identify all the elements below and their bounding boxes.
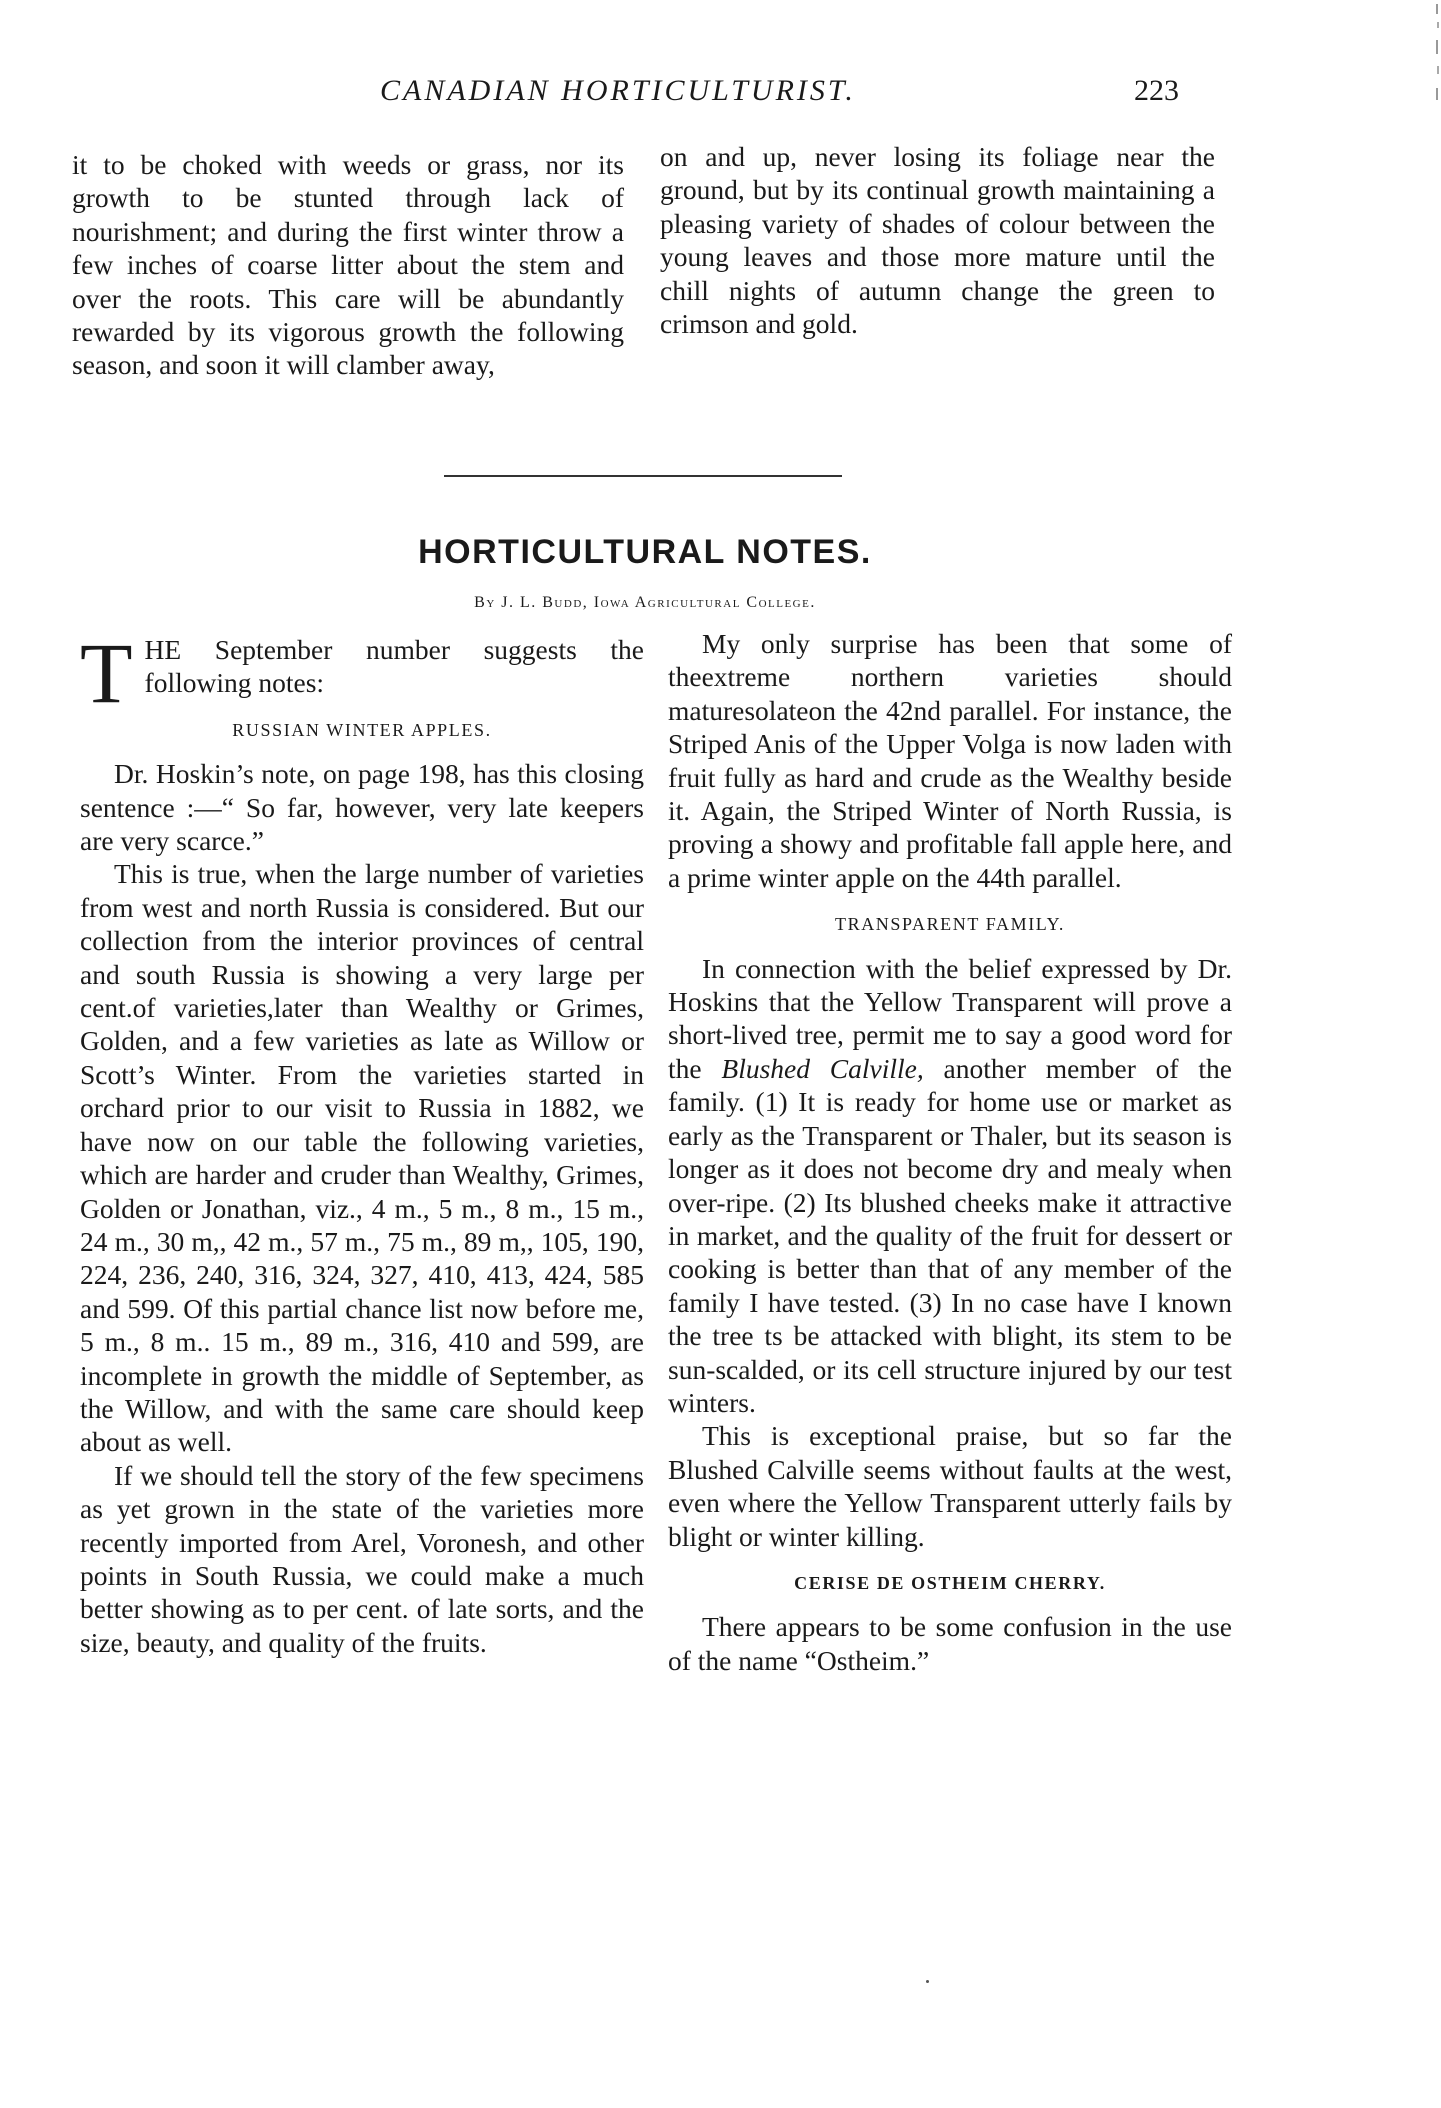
article-column-left: [80, 625, 644, 1659]
italic-variety-name: Blushed Calville,: [721, 1052, 924, 1084]
paragraph: This is exceptional praise, but so far the Blushed Calville seems without faults at the west, even where the Yellow Transparent utterly fails by blight or winter killing.: [668, 1420, 1232, 1552]
article-column-right: [668, 627, 1232, 1677]
continued-text-left: it to be choked with weeds or grass, nor its growth to be stunted through lack of nourishment; and during the first winter throw a few inches of coarse litter about the stem and over the roots. This care will be abundantly rewarded by its vigorous growth the following season, and soon it will clamber away,: [72, 149, 624, 381]
intro-text: HE September number suggests the following notes:: [144, 634, 644, 699]
section-heading-russian-winter-apples: RUSSIAN WINTER APPLES.: [232, 719, 492, 740]
print-speck: [926, 1980, 929, 1983]
paragraph: There appears to be some confusion in the use of the name “Ostheim.”: [668, 1611, 1232, 1676]
paragraph: [668, 952, 1232, 1420]
drop-cap: T: [80, 625, 133, 721]
section-heading-cerise-de-ostheim: CERISE DE OSTHEIM CHERRY.: [794, 1572, 1106, 1593]
section-heading-transparent-family: TRANSPARENT FAMILY.: [835, 914, 1065, 935]
intro-paragraph: [80, 625, 644, 721]
paragraph: My only surprise has been that some of theextreme northern varieties should maturesolateon the 42nd parallel. For instance, the Striped Anis of the Upper Volga is now laden with fruit fully as hard and crude as the Wealthy beside it. Again, the Striped Winter of North Russia, is proving a showy and profitable fall apple here, and a prime winter apple on the 44th parallel.: [668, 628, 1232, 893]
byline: By J. L. Budd, Iowa Agricultural College.: [474, 594, 816, 611]
text-run: another member of the family. (1) It is ready for home use or market as early as the Transparent or Thaler, but its season is longer as it does not become dry and mealy when over-ripe. (2) Its blushed cheeks make it attractive in market, and the quality of the fruit for dessert or cooking is better than that of any member of the family I have tested. (3) In no case have I known the tree ts be attacked with blight, its stem to be sun-scalded, or its cell structure injured by our test winters.: [668, 1052, 1232, 1418]
paragraph: This is true, when the large number of varieties from west and north Russia is considered. But our collection from the interior provinces of central and south Russia is showing a very large per cent.of varieties,later than Wealthy or Grimes, Golden, and a few varieties as late as Willow or Scott’s Winter. From the varieties started in orchard prior to our visit to Russia in 1882, we have now on our table the following varieties, which are harder and cruder than Wealthy, Grimes, Golden or Jonathan, viz., 4 m., 5 m., 8 m., 15 m., 24 m., 30 m,, 42 m., 57 m., 75 m., 89 m,, 105, 190, 224, 236, 240, 316, 324, 327, 410, 413, 424, 585 and 599. Of this partial chance list now before me, 5 m., 8 m.. 15 m., 89 m., 316, 410 and 599, are incomplete in growth the middle of September, as the Willow, and with the same care should keep about as well.: [80, 858, 644, 1458]
text-run: In connection with the belief expressed by Dr. Hoskins that the Yellow Transparent will prove a short-lived tree, permit me to say a good word for the: [668, 952, 1232, 1084]
running-title: CANADIAN HORTICULTURIST.: [380, 74, 856, 107]
scan-edge-marks: [1427, 0, 1441, 110]
article-title: HORTICULTURAL NOTES.: [418, 533, 872, 571]
continued-text-right: on and up, never losing its foliage near the ground, but by its continual growth maintaining a pleasing variety of shades of colour between the young leaves and those more mature until the chill nights of autumn change the green to crimson and gold.: [660, 141, 1215, 340]
section-divider: [444, 475, 842, 477]
paragraph: If we should tell the story of the few specimens as yet grown in the state of the varieties more recently imported from Arel, Voronesh, and other points in South Russia, we could make a much better showing as to per cent. of late sorts, and the size, beauty, and quality of the fruits.: [80, 1459, 644, 1658]
page-number: 223: [1134, 74, 1179, 107]
paragraph: Dr. Hoskin’s note, on page 198, has this closing sentence :—“ So far, however, very late keepers are very scarce.”: [80, 758, 644, 857]
